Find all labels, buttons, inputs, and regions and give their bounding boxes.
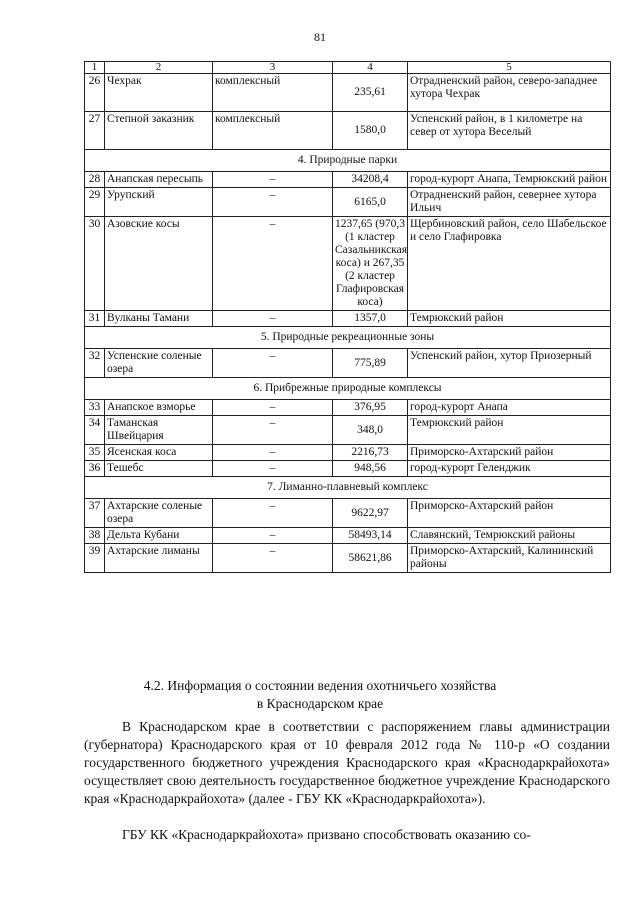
area-location: город-курорт Анапа xyxy=(408,400,611,416)
area-type: – xyxy=(213,172,333,188)
area-name: Чехрак xyxy=(105,74,213,112)
row-number: 29 xyxy=(85,188,105,217)
area-type: – xyxy=(213,445,333,461)
area-name: Ахтарские соленые озера xyxy=(105,499,213,528)
table-row xyxy=(85,311,611,327)
area-type: – xyxy=(213,400,333,416)
area-name: Урупский xyxy=(105,188,213,217)
area-location: Темрюкский район xyxy=(408,416,611,445)
area-location: Отрадненский район, северо-западнее хутора Чехрак xyxy=(408,74,611,112)
area-size: 2216,73 xyxy=(333,445,408,461)
area-size: 948,56 xyxy=(333,461,408,477)
area-type: – xyxy=(213,416,333,445)
area-size: 1580,0 xyxy=(333,112,408,150)
area-location: Щербиновский район, село Шабельское и село Глафировка xyxy=(408,217,611,311)
header-cell: 1 xyxy=(85,62,105,74)
area-type: – xyxy=(213,499,333,528)
row-number: 39 xyxy=(85,544,105,573)
table-row xyxy=(85,528,611,544)
body-paragraph-2: ГБУ КК «Краснодаркрайохота» призвано способствовать оказанию со- xyxy=(122,827,531,842)
row-number: 31 xyxy=(85,311,105,327)
table-row xyxy=(85,499,611,528)
section-title: 5. Природные рекреационные зоны xyxy=(85,327,611,349)
section-heading-line-2: в Краснодарском крае xyxy=(256,696,384,711)
area-size: 6165,0 xyxy=(333,188,408,217)
row-number: 30 xyxy=(85,217,105,311)
area-size: 1357,0 xyxy=(333,311,408,327)
area-name: Тешебс xyxy=(105,461,213,477)
area-name: Анапская пересыпь xyxy=(105,172,213,188)
area-type: – xyxy=(213,544,333,573)
area-type: – xyxy=(213,349,333,378)
section-row xyxy=(85,477,611,499)
area-type: – xyxy=(213,188,333,217)
area-type: – xyxy=(213,217,333,311)
row-number: 36 xyxy=(85,461,105,477)
table-row xyxy=(85,188,611,217)
section-title: 7. Лиманно-плавневый комплекс xyxy=(85,477,611,499)
area-location: Успенский район, в 1 километре на север от хутора Веселый xyxy=(408,112,611,150)
area-location: город-курорт Геленджик xyxy=(408,461,611,477)
row-number: 32 xyxy=(85,349,105,378)
area-type: комплексный xyxy=(213,74,333,112)
section-row xyxy=(85,150,611,172)
table-row xyxy=(85,445,611,461)
area-type: – xyxy=(213,311,333,327)
section-heading xyxy=(0,677,640,713)
body-paragraph-1: В Краснодарском крае в соответствии с распоряжением главы администрации (губернатора) Краснодарского края от 10 февраля 2012 года № 110-р «О создании государственного бюджетного учреждения Краснодарского края «Краснодаркрайохота» осуществляет свою деятельность государственное бюджетное учреждение Краснодарского края «Краснодаркрайохота» (далее - ГБУ КК «Краснодаркрайохота»). xyxy=(84,719,610,806)
area-name: Ясенская коса xyxy=(105,445,213,461)
area-name: Анапское взморье xyxy=(105,400,213,416)
area-size: 58621,86 xyxy=(333,544,408,573)
header-cell: 4 xyxy=(333,62,408,74)
area-size: 348,0 xyxy=(333,416,408,445)
area-size: 58493,14 xyxy=(333,528,408,544)
row-number: 37 xyxy=(85,499,105,528)
header-cell: 2 xyxy=(105,62,213,74)
table-row xyxy=(85,416,611,445)
table-header-row xyxy=(85,62,611,74)
area-size: 376,95 xyxy=(333,400,408,416)
area-location: Успенский район, хутор Приозерный xyxy=(408,349,611,378)
area-size: 775,89 xyxy=(333,349,408,378)
area-name: Степной заказник xyxy=(105,112,213,150)
area-size: 235,61 xyxy=(333,74,408,112)
section-title: 4. Природные парки xyxy=(85,150,611,172)
area-size: 9622,97 xyxy=(333,499,408,528)
section-title: 6. Прибрежные природные комплексы xyxy=(85,378,611,400)
row-number: 28 xyxy=(85,172,105,188)
area-name: Успенские соленые озера xyxy=(105,349,213,378)
row-number: 26 xyxy=(85,74,105,112)
page-number: 81 xyxy=(314,30,326,44)
area-type: – xyxy=(213,528,333,544)
area-location: Приморско-Ахтарский район xyxy=(408,499,611,528)
area-size: 1237,65 (970,3 (1 кластер Сазальникская коса) и 267,35 (2 кластер Глафировская коса) xyxy=(333,217,408,311)
table-row xyxy=(85,172,611,188)
area-name: Таманская Швейцария xyxy=(105,416,213,445)
section-heading-line-1: 4.2. Информация о состоянии ведения охотничьего хозяйства xyxy=(143,678,497,693)
area-name: Дельта Кубани xyxy=(105,528,213,544)
protected-areas-table xyxy=(84,61,611,573)
row-number: 27 xyxy=(85,112,105,150)
area-location: город-курорт Анапа, Темрюкский район xyxy=(408,172,611,188)
row-number: 38 xyxy=(85,528,105,544)
area-location: Темрюкский район xyxy=(408,311,611,327)
area-name: Вулканы Тамани xyxy=(105,311,213,327)
table-row xyxy=(85,217,611,311)
area-location: Славянский, Темрюкский районы xyxy=(408,528,611,544)
area-location: Приморско-Ахтарский район xyxy=(408,445,611,461)
area-type: комплексный xyxy=(213,112,333,150)
row-number: 35 xyxy=(85,445,105,461)
section-row xyxy=(85,327,611,349)
row-number: 33 xyxy=(85,400,105,416)
area-name: Азовские косы xyxy=(105,217,213,311)
row-number: 34 xyxy=(85,416,105,445)
table-row xyxy=(85,400,611,416)
area-name: Ахтарские лиманы xyxy=(105,544,213,573)
table-row xyxy=(85,112,611,150)
table-row xyxy=(85,74,611,112)
table-row xyxy=(85,544,611,573)
table-row xyxy=(85,349,611,378)
area-location: Отрадненский район, севернее хутора Ильич xyxy=(408,188,611,217)
header-cell: 3 xyxy=(213,62,333,74)
section-row xyxy=(85,378,611,400)
header-cell: 5 xyxy=(408,62,611,74)
area-type: – xyxy=(213,461,333,477)
area-location: Приморско-Ахтарский, Калининский районы xyxy=(408,544,611,573)
table-row xyxy=(85,461,611,477)
area-size: 34208,4 xyxy=(333,172,408,188)
